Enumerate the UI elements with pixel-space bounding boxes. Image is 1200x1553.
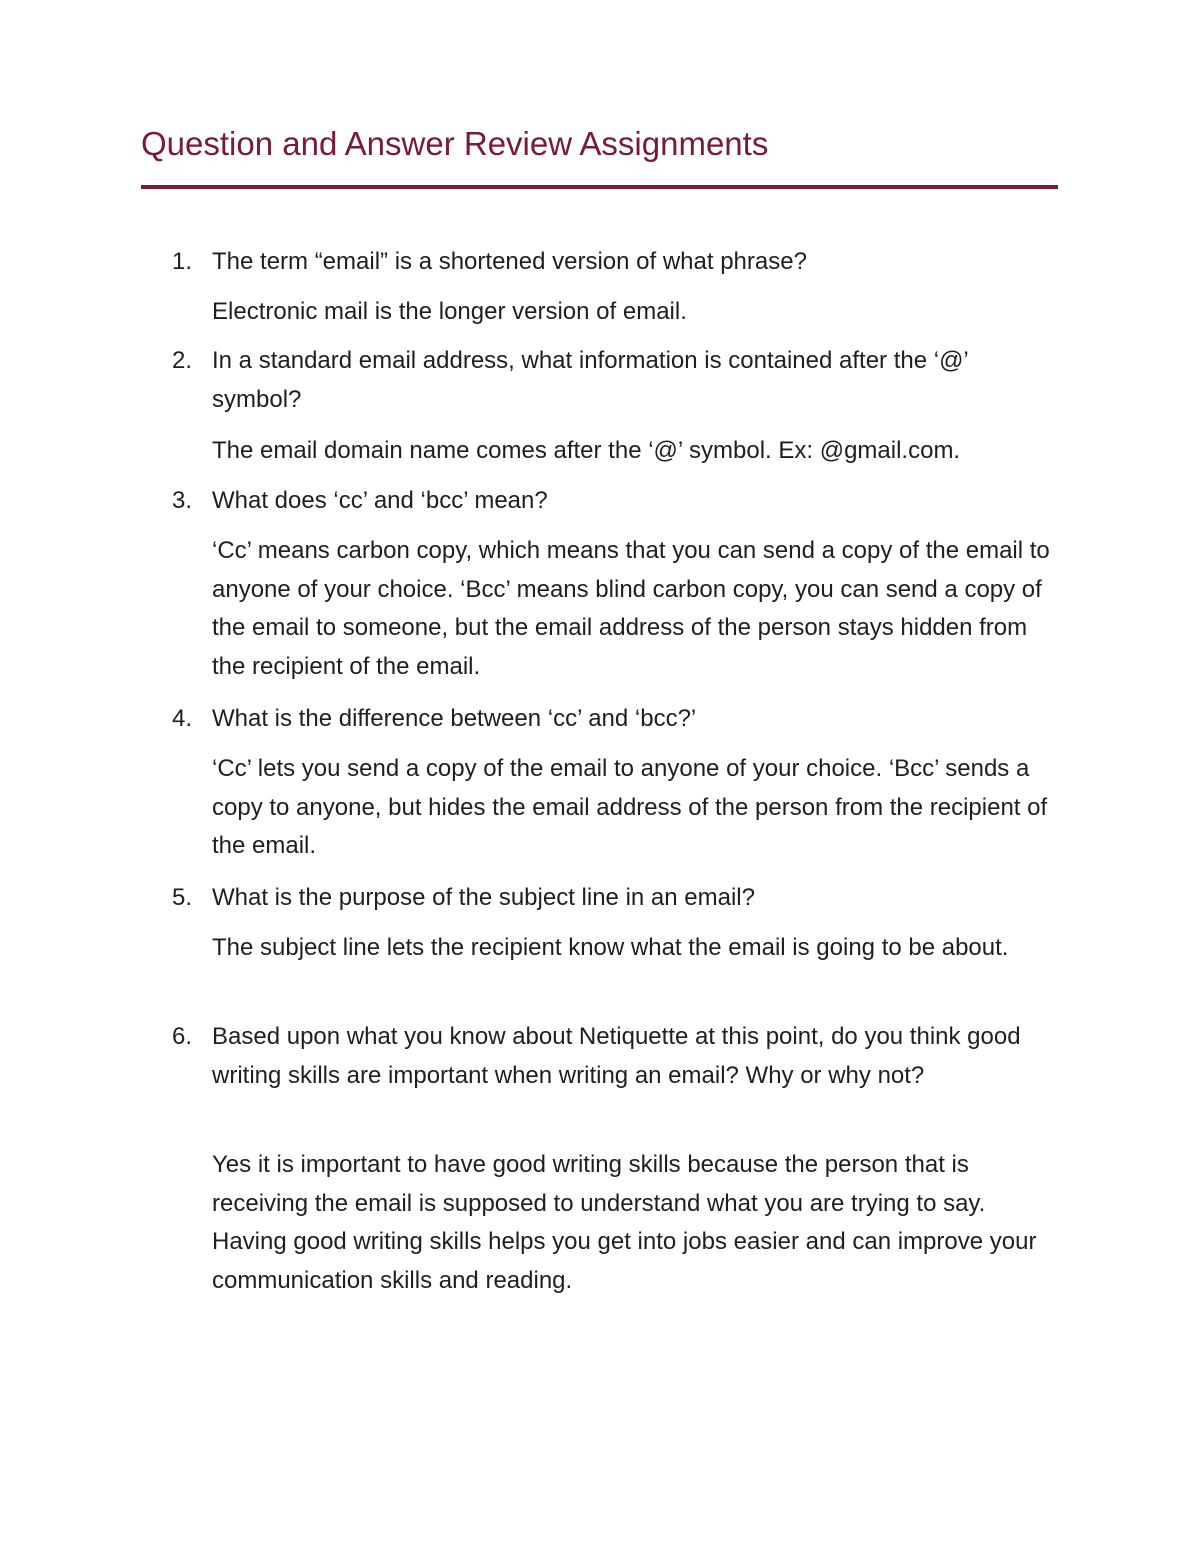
question-text: The term “email” is a shortened version of what phrase?	[212, 248, 807, 275]
question-text: Based upon what you know about Netiquette at this point, do you think good writing skills are important when writing an email? Why or why not?	[212, 1023, 1021, 1089]
question-number: 4.	[172, 705, 193, 732]
question-number: 5.	[172, 884, 193, 911]
question-text: In a standard email address, what information is contained after the ‘@’ symbol?	[212, 347, 968, 413]
answer-text: Yes it is important to have good writing skills because the person that is receiving the email is supposed to understand what you are trying to say. Having good writing skills helps you get into jobs easier and can improve your communication skills and reading.	[212, 1151, 1037, 1294]
title-divider	[141, 185, 1058, 189]
answer-text: The subject line lets the recipient know what the email is going to be about.	[212, 934, 1009, 961]
answer-text: ‘Cc’ lets you send a copy of the email to anyone of your choice. ‘Bcc’ sends a copy to anyone, but hides the email address of the person from the recipient of the email.	[212, 755, 1048, 859]
question-number: 1.	[172, 248, 193, 275]
question-text: What is the difference between ‘cc’ and ‘bcc?’	[212, 705, 697, 732]
question-text: What is the purpose of the subject line in an email?	[212, 884, 755, 911]
question-number: 3.	[172, 487, 193, 514]
page-title: Question and Answer Review Assignments	[141, 125, 769, 162]
question-number: 2.	[172, 347, 193, 374]
question-number: 6.	[172, 1023, 193, 1050]
answer-text: Electronic mail is the longer version of email.	[212, 298, 687, 325]
answer-text: The email domain name comes after the ‘@’ symbol. Ex: @gmail.com.	[212, 437, 961, 464]
answer-text: ‘Cc’ means carbon copy, which means that you can send a copy of the email to anyone of your choice. ‘Bcc’ means blind carbon copy, you can send a copy of the email to someone, but the email address of the person stays hidden from the recipient of the email.	[212, 537, 1050, 680]
question-text: What does ‘cc’ and ‘bcc’ mean?	[212, 487, 548, 514]
